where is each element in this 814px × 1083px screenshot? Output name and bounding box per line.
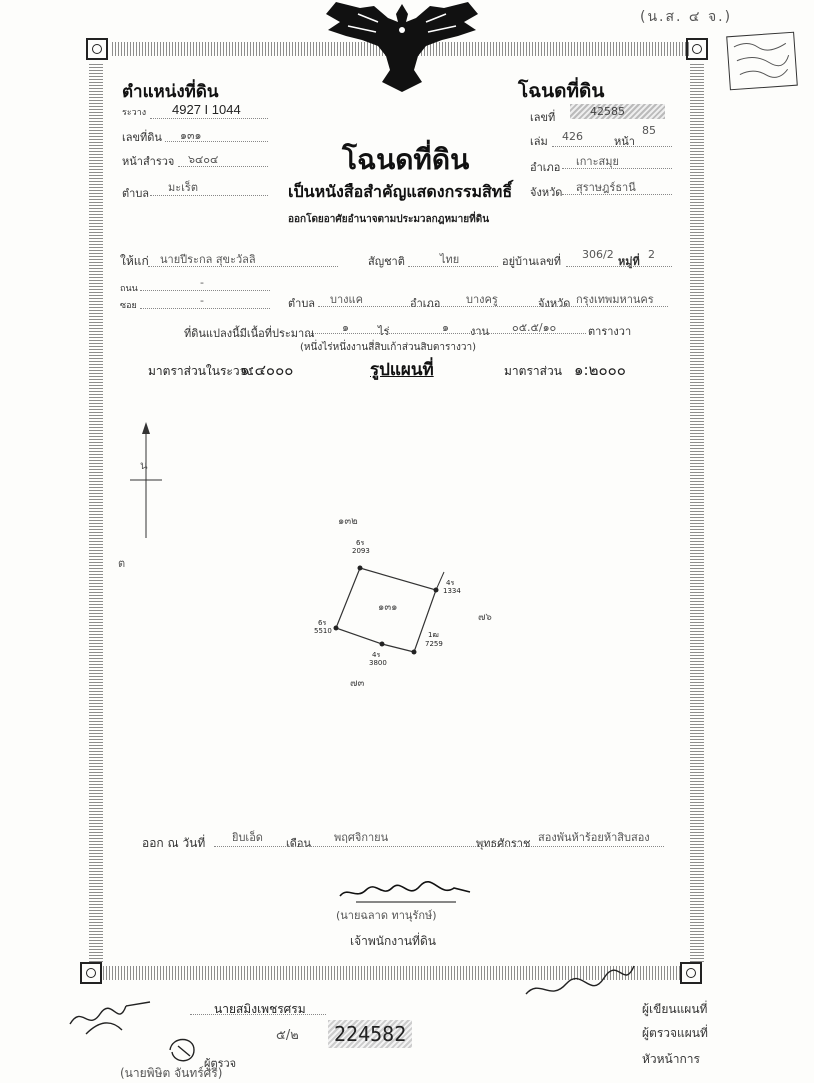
- corner-ornament-br: [680, 962, 702, 984]
- surveyor-name: นายสมิงเพชรศรม: [214, 1002, 306, 1016]
- tambon-value: บางแค: [330, 293, 363, 306]
- survey-line: [178, 166, 268, 167]
- wa-label: ตารางวา: [588, 325, 632, 338]
- location-heading: ตำแหน่งที่ดิน: [122, 82, 219, 102]
- parcel-label: เลขที่ดิน: [122, 131, 162, 144]
- tambon-line: [318, 306, 668, 307]
- parcel-line: [165, 141, 268, 142]
- deed-heading: โฉนดที่ดิน: [518, 80, 605, 102]
- subdistrict-line: [150, 195, 268, 196]
- road-line: [140, 290, 270, 291]
- province-label: จังหวัด: [530, 186, 563, 199]
- parcel-value: ๑๓๑: [180, 129, 202, 142]
- nationality-label: สัญชาติ: [368, 255, 405, 268]
- footer-signature-right: [520, 960, 640, 1006]
- north-arrow-icon: [128, 420, 168, 542]
- boundary-marker-se: [412, 650, 417, 655]
- marker-ne-num: 1334: [443, 587, 461, 595]
- north-neighbor: ๑๓๒: [338, 516, 358, 527]
- subdistrict-value: มะเร็ต: [168, 181, 198, 194]
- book-line: [552, 146, 672, 147]
- boundary-marker-w: [334, 626, 339, 631]
- district-value: เกาะสมุย: [576, 155, 619, 168]
- checker-label: ผู้ตรวจ: [204, 1057, 237, 1070]
- rai-value: ๑: [342, 321, 349, 334]
- subtitle-authority: ออกโดยอาศัยอำนาจตามประมวลกฎหมายที่ดิน: [288, 214, 490, 225]
- survey-label: หน้าสำรวจ: [122, 155, 175, 168]
- marker-se-code: 1ฒ: [428, 631, 439, 639]
- footer-right-2: ผู้ตรวจแผนที่: [642, 1026, 708, 1040]
- deed-number-value: 42585: [570, 104, 665, 119]
- sheet-value: 4927 I 1044: [172, 102, 241, 117]
- marker-nw-code: 6ร: [356, 539, 365, 547]
- soi-label: ซอย: [120, 301, 137, 311]
- official-title: เจ้าพนักงานที่ดิน: [350, 934, 436, 948]
- changwat-value: กรุงเทพมหานคร: [576, 293, 654, 306]
- map-scale-label: มาตราส่วน: [504, 364, 562, 378]
- nationality-value: ไทย: [440, 253, 460, 266]
- tambon-label: ตำบล: [288, 297, 316, 310]
- rai-label: ไร่: [378, 325, 390, 338]
- deed-number-label: เลขที่: [530, 111, 556, 124]
- soi-line: [140, 308, 270, 309]
- district-label: อำเภอ: [530, 161, 561, 174]
- official-name: (นายฉลาด ทานุรักษ์): [336, 909, 437, 922]
- corner-ornament-bl: [80, 962, 102, 984]
- amphoe-value: บางครู: [466, 293, 498, 306]
- boundary-marker-s: [380, 642, 385, 647]
- page-label: หน้า: [614, 135, 635, 148]
- main-title: โฉนดที่ดิน: [342, 143, 470, 176]
- issue-label: ออก ณ วันที่: [142, 836, 206, 850]
- issue-line: [214, 846, 664, 847]
- marker-s-num: 3800: [369, 659, 387, 667]
- official-signature: [336, 878, 476, 906]
- wa-value: ๐๕.๕/๑๐: [512, 321, 557, 334]
- owner-line: [148, 266, 338, 267]
- corner-ornament-tr: [686, 38, 708, 60]
- marker-nw-num: 2093: [352, 547, 370, 555]
- subtitle: เป็นหนังสือสำคัญแสดงกรรมสิทธิ์: [288, 182, 513, 201]
- moo-value: 2: [648, 248, 655, 261]
- house-label: อยู่บ้านเลขที่: [502, 255, 562, 268]
- province-line: [562, 194, 672, 195]
- issue-day: ยิบเอ็ด: [232, 831, 263, 844]
- nationality-line: [408, 266, 498, 267]
- footer-signature-left: [66, 994, 176, 1038]
- district-line: [562, 168, 672, 169]
- sheet-line: [150, 118, 268, 119]
- road-label: ถนน: [120, 284, 138, 294]
- sheet-scale-value: ๑:๔๐๐๐: [240, 361, 294, 379]
- boundary-marker-ne: [434, 588, 439, 593]
- owner-name: นายปีระกล สุขะวัลลิ: [160, 253, 256, 266]
- house-line: [566, 266, 672, 267]
- subdistrict-label: ตำบล: [122, 187, 150, 200]
- area-line: [308, 333, 586, 334]
- bottom-left-name: (นายพิษิต จันทร์ศรี): [120, 1066, 223, 1080]
- footer-signature-mid: [164, 1030, 204, 1066]
- marker-s-code: 4ร: [372, 651, 381, 659]
- book-value: 426: [562, 130, 583, 143]
- book-label: เล่ม: [530, 135, 548, 148]
- issue-month: พฤศจิกายน: [334, 831, 389, 844]
- sheet-scale-label: มาตราส่วนในระวาง: [148, 364, 253, 378]
- map-scale-value: ๑:๒๐๐๐: [574, 361, 626, 379]
- ngan-value: ๑: [442, 321, 449, 334]
- printed-number: 224582: [328, 1020, 412, 1048]
- right-border: [690, 62, 704, 962]
- code-mark: ๕/๒: [276, 1028, 299, 1043]
- surveyor-line: [190, 1014, 326, 1015]
- form-code: (น.ส. ๔ จ.): [640, 9, 733, 25]
- issue-year: สองพันห้าร้อยห้าสิบสอง: [538, 831, 650, 844]
- parcel-number: ๑๓๑: [378, 602, 398, 613]
- north-label: น: [140, 459, 148, 472]
- area-words: (หนึ่งไร่หนึ่งงานสี่สิบเก้าส่วนสิบตารางวา): [300, 342, 477, 353]
- issue-month-label: เดือน: [286, 837, 312, 850]
- marker-se-num: 7259: [425, 640, 443, 648]
- marker-ne-code: 4ร: [446, 579, 455, 587]
- south-neighbor: ๗๓: [350, 678, 365, 689]
- changwat-label: จังหวัด: [538, 297, 571, 310]
- page-value: 85: [642, 124, 656, 137]
- footer-right-1: ผู้เขียนแผนที่: [642, 1002, 708, 1016]
- left-border: [89, 62, 103, 962]
- given-to-label: ให้แก่: [120, 254, 149, 268]
- moo-label: หมู่ที่: [618, 255, 640, 268]
- province-value: สุราษฎร์ธานี: [576, 181, 636, 194]
- house-value: 306/2: [582, 248, 614, 261]
- footer-right-3: หัวหน้าการ: [642, 1052, 700, 1066]
- ngan-label: งาน: [470, 325, 490, 338]
- marker-w-num: 5510: [314, 627, 332, 635]
- road-value: -: [200, 276, 204, 289]
- garuda-emblem-icon: [318, 0, 486, 92]
- soi-value: -: [200, 294, 204, 307]
- area-intro: ที่ดินแปลงนี้มีเนื้อที่ประมาณ: [184, 327, 315, 340]
- revenue-stamp: [726, 32, 798, 91]
- boundary-marker-nw: [358, 566, 363, 571]
- issue-year-label: พุทธศักราช: [476, 837, 531, 850]
- sheet-label: ระวาง: [122, 108, 147, 118]
- corner-ornament-tl: [86, 38, 108, 60]
- survey-value: ๖๔๐๔: [188, 153, 219, 166]
- west-label: ต: [118, 557, 126, 570]
- amphoe-label: อำเภอ: [410, 297, 441, 310]
- marker-w-code: 6ร: [318, 619, 327, 627]
- map-title: รูปแผนที่: [370, 360, 434, 380]
- east-neighbor: ๗๖: [478, 612, 492, 623]
